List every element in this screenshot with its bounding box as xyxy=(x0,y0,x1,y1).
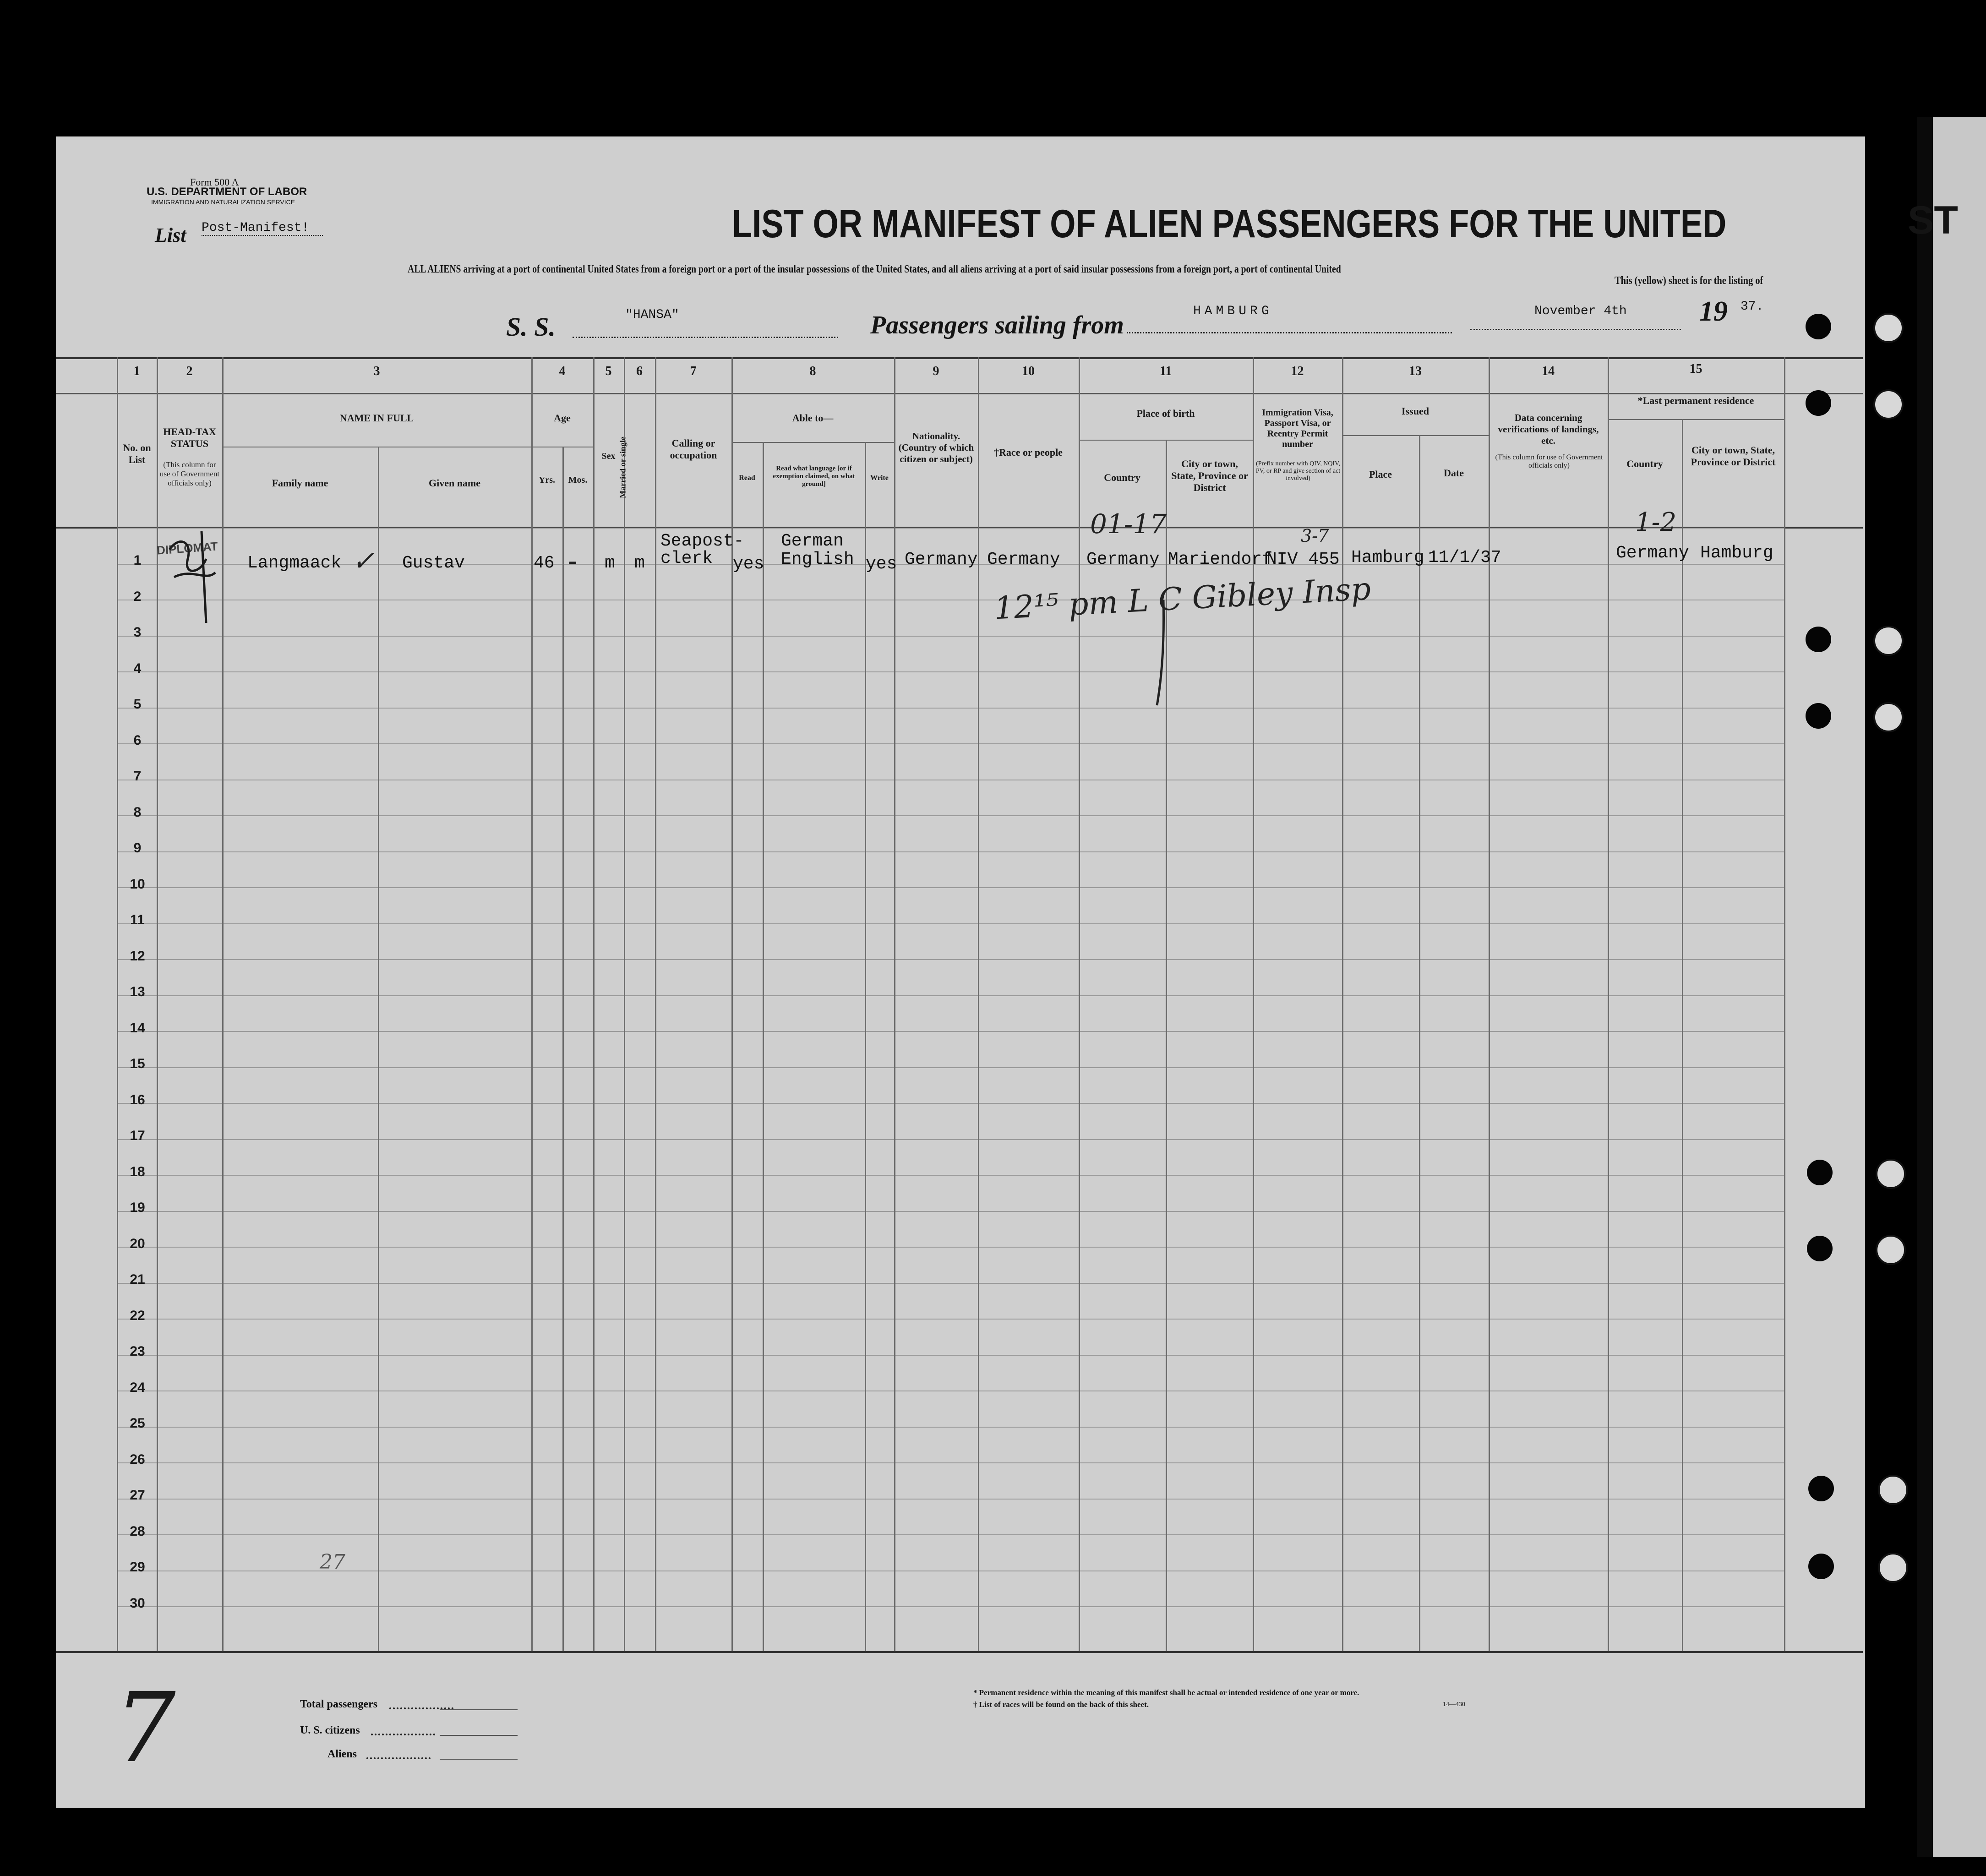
colnum-15: 15 xyxy=(1689,362,1702,376)
entry-issued-date: 11/1/37 xyxy=(1428,548,1501,567)
row-number: 24 xyxy=(130,1380,145,1395)
row-rule xyxy=(117,1355,1784,1356)
colnum-7: 7 xyxy=(690,364,697,378)
entry-language-1: German xyxy=(781,531,844,551)
row-number: 19 xyxy=(130,1200,145,1215)
list-value: Post-Manifest! xyxy=(202,221,323,236)
row-number: 22 xyxy=(130,1308,145,1323)
row-rule xyxy=(117,743,1784,744)
col-rule-13b xyxy=(1419,435,1420,1651)
footnote-races: † List of races will be found on the back of this sheet. xyxy=(973,1700,1149,1709)
col-rule-7 xyxy=(655,357,656,1651)
row-number: 15 xyxy=(130,1056,145,1071)
punch-hole xyxy=(1807,1236,1833,1261)
entry-calling-1: Seapost- xyxy=(660,531,744,551)
form-number: Form 500 A xyxy=(190,176,239,188)
row-number: 12 xyxy=(130,949,145,964)
header-name-in-full: NAME IN FULL xyxy=(339,412,414,424)
row-rule xyxy=(117,923,1784,924)
us-citizens-label: U. S. citizens xyxy=(300,1724,360,1736)
row-number: 9 xyxy=(133,840,142,856)
punch-hole xyxy=(1806,390,1831,416)
form-code: 14—430 xyxy=(1443,1701,1465,1708)
service: IMMIGRATION AND NATURALIZATION SERVICE xyxy=(151,198,295,206)
col-rule-6 xyxy=(624,357,625,1651)
total-blank xyxy=(440,1709,518,1710)
punch-hole-back xyxy=(1878,1553,1908,1583)
col-rule-16 xyxy=(1784,357,1785,1651)
header-birth-country: Country xyxy=(1104,472,1140,483)
entry-read: yes xyxy=(733,554,764,574)
colnum-3: 3 xyxy=(373,364,380,378)
inspector-note-stroke xyxy=(1154,600,1173,710)
punch-hole xyxy=(1806,627,1831,652)
row-number: 4 xyxy=(133,661,142,676)
margin-mark: 7 xyxy=(115,1672,176,1784)
entry-visa-number: NIV 455 xyxy=(1266,550,1340,569)
row-rule xyxy=(117,1139,1784,1140)
row-rule xyxy=(117,1499,1784,1500)
punch-hole xyxy=(1806,314,1831,339)
header-read-language: Read what language [or if exemption claimed, on what ground] xyxy=(773,465,855,488)
row-rule xyxy=(117,995,1784,996)
row-rule xyxy=(117,1067,1784,1068)
row-rule xyxy=(117,636,1784,637)
entry-sex: m xyxy=(605,553,615,573)
header-visa-note: (Prefix number with QIV, NQIV, PV, or RP and give section of act involved) xyxy=(1255,460,1341,482)
row-number: 18 xyxy=(130,1164,145,1179)
header-calling: Calling or occupation xyxy=(670,437,717,461)
sailing-date: November 4th xyxy=(1534,304,1627,318)
header-head-tax-note: (This column for use of Government officials only) xyxy=(159,460,220,487)
port-underline xyxy=(1127,332,1452,333)
punch-hole xyxy=(1807,1160,1833,1185)
colnum-4: 4 xyxy=(559,364,566,378)
row-number: 5 xyxy=(133,697,142,712)
row-number: 20 xyxy=(130,1236,145,1251)
instructions-sheet: This (yellow) sheet is for the listing of xyxy=(1615,275,1763,287)
row-rule xyxy=(117,1462,1784,1463)
ship-name: "HANSA" xyxy=(625,308,679,322)
inspector-note: 12¹⁵ pm L C Gibley Insp xyxy=(993,571,1372,627)
table-bottom-rule xyxy=(56,1651,1863,1653)
row-number: 14 xyxy=(130,1020,145,1036)
entry-age-mos: - xyxy=(568,545,578,577)
row-number: 26 xyxy=(130,1452,145,1467)
header-sex: Sex xyxy=(601,451,616,461)
row-rule xyxy=(117,528,1784,529)
header-given-name: Given name xyxy=(428,477,481,489)
row-number: 10 xyxy=(130,877,145,892)
header-res-city: City or town, State, Province or District xyxy=(1691,444,1776,468)
colnum-8: 8 xyxy=(809,364,816,378)
head-tax-stamp: DIPLOMAT xyxy=(156,539,218,557)
year-suffix: 37. xyxy=(1740,300,1764,314)
year-prefix: 19 xyxy=(1699,296,1728,327)
punch-hole xyxy=(1808,1476,1834,1501)
ss-label: S. S. xyxy=(506,312,556,342)
colnum-13: 13 xyxy=(1409,364,1422,378)
row-rule xyxy=(117,671,1784,672)
table-number-rule xyxy=(56,393,1863,394)
header-res-country: Country xyxy=(1626,458,1663,469)
row-rule xyxy=(117,959,1784,960)
row-rule xyxy=(117,708,1784,709)
header-read: Read xyxy=(739,474,755,482)
binding-gap xyxy=(1917,117,1935,1857)
birth-country-note: 01-17 xyxy=(1090,508,1167,540)
header-mos: Mos. xyxy=(568,475,588,485)
row-rule xyxy=(117,887,1784,888)
row-number: 16 xyxy=(130,1092,145,1107)
punch-hole-back xyxy=(1876,1159,1906,1189)
departure-port: HAMBURG xyxy=(1193,304,1273,318)
row-number: 28 xyxy=(130,1524,145,1539)
header-write: Write xyxy=(870,474,889,482)
header-age: Age xyxy=(554,412,571,424)
row-rule xyxy=(117,1247,1784,1248)
instructions: ALL ALIENS arriving at a port of continental United States from a foreign port or a port of the insular possessions of the United States, and all aliens arriving at a port of said insular possessions from a foreign port, a port of continental United xyxy=(408,263,1341,275)
header-married: Married or single xyxy=(618,436,627,498)
row-rule xyxy=(117,1427,1784,1428)
sub-rule-issued xyxy=(1342,435,1489,436)
col-rule-3b xyxy=(378,447,379,1651)
row-rule xyxy=(117,1103,1784,1104)
visa-note: 3-7 xyxy=(1301,526,1329,546)
row-number: 11 xyxy=(130,912,145,927)
colnum-2: 2 xyxy=(186,364,193,378)
row-rule xyxy=(117,1534,1784,1535)
row-number: 25 xyxy=(130,1416,145,1431)
col-rule-5 xyxy=(593,357,595,1651)
row-rule xyxy=(117,1606,1784,1607)
tally-mark: 27 xyxy=(320,1550,345,1574)
entry-calling-2: clerk xyxy=(660,549,713,568)
row-rule xyxy=(117,1175,1784,1176)
row-number: 27 xyxy=(130,1488,145,1503)
col-rule-4 xyxy=(531,357,533,1651)
aliens-label: Aliens xyxy=(327,1748,357,1760)
col-rule-8 xyxy=(731,357,733,1651)
punch-hole-back xyxy=(1873,626,1904,656)
row-rule xyxy=(117,815,1784,816)
colnum-5: 5 xyxy=(605,364,612,378)
row-number: 1 xyxy=(133,553,142,568)
row-rule xyxy=(117,1319,1784,1320)
entry-married: m xyxy=(634,553,645,573)
us-citizens-dots xyxy=(371,1734,435,1735)
sub-rule-residence xyxy=(1608,419,1784,420)
punch-hole xyxy=(1806,703,1831,729)
head-tax-scribble xyxy=(160,518,224,627)
col-rule-15 xyxy=(1608,357,1609,1651)
entry-checkmark: ✓ xyxy=(352,545,375,577)
list-label: List xyxy=(155,224,186,246)
header-able-to: Able to— xyxy=(792,412,834,424)
sailing-label: Passengers sailing from xyxy=(870,311,1124,339)
row-rule xyxy=(117,851,1784,852)
residence-note: 1-2 xyxy=(1635,507,1677,537)
colnum-6: 6 xyxy=(636,364,643,378)
punch-hole-back xyxy=(1873,389,1904,420)
table-top-rule xyxy=(56,357,1863,359)
header-nationality: Nationality. (Country of which citizen or subject) xyxy=(898,431,974,464)
punch-hole-back xyxy=(1876,1235,1906,1265)
next-sheet-edge xyxy=(1933,117,1986,1857)
row-number: 17 xyxy=(130,1128,145,1143)
colnum-12: 12 xyxy=(1291,364,1304,378)
header-issued: Issued xyxy=(1402,405,1429,417)
title-continuation: ST xyxy=(1908,198,1958,242)
entry-res-city: Hamburg xyxy=(1700,543,1773,563)
row-number: 3 xyxy=(133,625,142,640)
page-title: LIST OR MANIFEST OF ALIEN PASSENGERS FOR THE UNITED xyxy=(732,202,1727,246)
col-rule-13 xyxy=(1342,357,1343,1651)
entry-age-yrs: 46 xyxy=(534,553,555,573)
row-number: 7 xyxy=(133,769,142,784)
header-no-on-list: No. on List xyxy=(123,442,151,465)
header-birth-city: City or town, State, Province or District xyxy=(1171,458,1248,493)
header-landing-data: Data concerning verifications of landings, etc. xyxy=(1498,412,1599,446)
header-issued-date: Date xyxy=(1444,467,1464,479)
row-rule xyxy=(117,1211,1784,1212)
citizens-blank xyxy=(440,1735,518,1736)
row-number: 6 xyxy=(133,733,142,748)
footnote-residence: * Permanent residence within the meaning of this manifest shall be actual or intended residence of one year or more. xyxy=(973,1688,1359,1697)
header-visa: Immigration Visa, Passport Visa, or Reentry Permit number xyxy=(1262,408,1333,449)
entry-given-name: Gustav xyxy=(402,553,465,573)
row-rule xyxy=(117,1031,1784,1032)
header-landing-note: (This column for use of Government officials only) xyxy=(1495,453,1603,469)
colnum-10: 10 xyxy=(1022,364,1035,378)
row-number: 8 xyxy=(133,805,142,820)
col-rule-8c xyxy=(865,442,866,1651)
punch-hole-back xyxy=(1873,313,1904,343)
punch-hole xyxy=(1808,1554,1834,1579)
ship-underline xyxy=(573,337,838,338)
col-rule-11 xyxy=(1079,357,1080,1651)
date-underline xyxy=(1470,329,1681,330)
colnum-14: 14 xyxy=(1542,364,1555,378)
entry-issued-place: Hamburg xyxy=(1351,548,1424,567)
col-rule-9 xyxy=(894,357,895,1651)
entry-race: Germany xyxy=(987,550,1060,569)
header-race: †Race or people xyxy=(994,447,1063,458)
entry-birth-country: Germany xyxy=(1086,550,1160,569)
colnum-1: 1 xyxy=(133,364,140,378)
header-issued-place: Place xyxy=(1369,469,1392,480)
aliens-dots xyxy=(366,1757,431,1759)
col-rule-8b xyxy=(763,442,764,1651)
row-number: 2 xyxy=(133,589,142,604)
total-passengers-label: Total passengers xyxy=(300,1698,378,1710)
row-number: 30 xyxy=(130,1596,145,1611)
col-rule-4b xyxy=(562,447,564,1651)
punch-hole-back xyxy=(1873,702,1904,732)
row-number: 13 xyxy=(130,984,145,999)
col-rule-15b xyxy=(1682,419,1683,1651)
header-head-tax: HEAD-TAX STATUS xyxy=(163,426,216,449)
aliens-blank xyxy=(440,1759,518,1760)
colnum-11: 11 xyxy=(1159,364,1172,378)
sub-rule-able xyxy=(731,442,894,443)
row-number: 23 xyxy=(130,1344,145,1359)
header-place-of-birth: Place of birth xyxy=(1136,408,1195,419)
row-number: 29 xyxy=(130,1560,145,1575)
entry-write: yes xyxy=(866,554,897,574)
header-last-residence: *Last permanent residence xyxy=(1637,395,1754,406)
entry-nationality: Germany xyxy=(905,550,978,569)
col-rule-10 xyxy=(978,357,979,1651)
row-rule xyxy=(117,1283,1784,1284)
entry-birth-city: Mariendorf xyxy=(1168,550,1273,569)
colnum-9: 9 xyxy=(933,364,939,378)
entry-res-country: Germany xyxy=(1616,543,1689,563)
row-number: 21 xyxy=(130,1272,145,1287)
entry-language-2: English xyxy=(781,550,854,569)
department: U.S. DEPARTMENT OF LABOR xyxy=(147,185,307,198)
header-family-name: Family name xyxy=(272,477,328,489)
header-yrs: Yrs. xyxy=(538,475,556,485)
punch-hole-back xyxy=(1878,1475,1908,1505)
entry-family-name: Langmaack xyxy=(247,553,342,573)
